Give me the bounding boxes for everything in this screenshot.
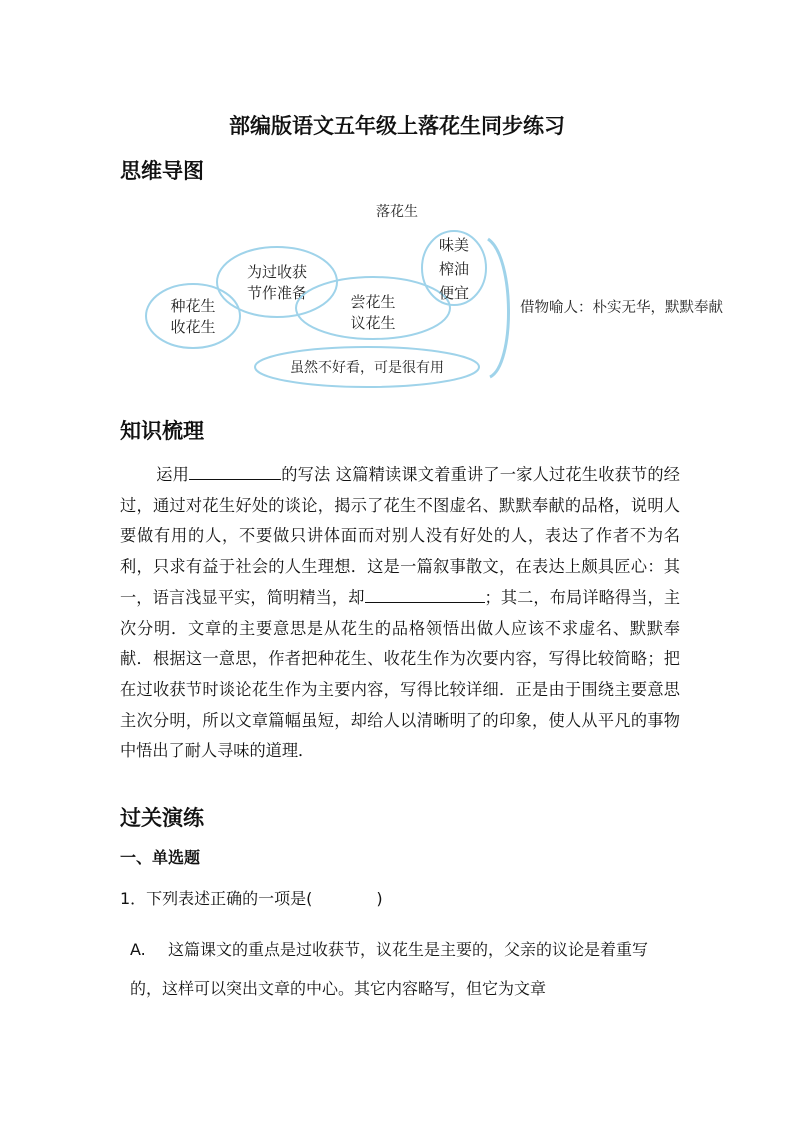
mindmap-node-label: 收花生: [170, 318, 216, 336]
mindmap-node-label: 虽然不好看，可是很有用: [290, 360, 444, 376]
option-text: 这篇课文的重点是过收获节，议花生是主要的，父亲的议论是着重写的，这样可以突出文章的中心。其它内容略写，但它为文章: [130, 940, 649, 998]
mindmap-node-label: 议花生: [350, 314, 396, 332]
mindmap-root: 落花生: [376, 204, 418, 220]
mindmap-node-label: 味美: [438, 236, 470, 254]
knowledge-paragraph: [120, 460, 680, 767]
page-title: 部编版语文五年级上落花生同步练习: [229, 114, 565, 138]
mindmap-heading: 思维导图: [120, 159, 204, 183]
mindmap-node-prepare-festival: [217, 247, 337, 317]
mindmap-node-benefits: [422, 231, 486, 305]
knowledge-heading: 知识梳理: [120, 419, 204, 443]
mindmap-node-label: 为过收获: [246, 263, 308, 281]
mindmap-node-label: 节作准备: [246, 284, 308, 302]
fill-blank-1[interactable]: [189, 461, 281, 480]
mindmap-node-label: 榨油: [438, 260, 470, 278]
fill-blank-2[interactable]: [365, 584, 485, 603]
paragraph-text: 运用: [156, 465, 190, 484]
mindmap-bracket: [488, 239, 509, 377]
option-a[interactable]: [130, 930, 675, 1008]
option-letter: A.: [130, 940, 146, 959]
mindmap-node-plant-harvest: [146, 284, 240, 348]
mindmap-node-label: 便宜: [438, 284, 470, 302]
mindmap-node-label: 种花生: [170, 297, 216, 315]
mindmap-conclusion: 借物喻人：朴实无华，默默奉献: [520, 300, 723, 316]
paragraph-text: ；其二，布局详略得当，主次分明．文章的主要意思是从花生的品格领悟出做人应该不求虚名、默默奉献．根据这一意思，作者把种花生、收花生作为次要内容，写得比较简略；把在过收获节时谈论花生作为主要内容，写得比较详细．正是由于围绕主要意思主次分明，所以文章篇幅虽短，却给人以清晰明了的印象，使人从平凡的事物中悟出了耐人寻味的道理．: [120, 587, 681, 761]
paragraph-text: 的写法 这篇精读课文着重讲了一家人过花生收获节的经过，通过对花生好处的谈论，揭示了花生不图虚名、默默奉献的品格，说明人要做有用的人，不要做只讲体面而对别人没有好处的人，表达了作者不为名利，只求有益于社会的人生理想．这是一篇叙事散文，在表达上颇具匠心：其一，语言浅显平实，简明精当，却: [120, 465, 680, 607]
question-1: 1．下列表述正确的一项是( ): [120, 889, 383, 908]
mindmap-node-label: 尝花生: [350, 293, 396, 311]
practice-heading: 过关演练: [120, 806, 204, 830]
mindmap: [0, 195, 794, 390]
mindmap-node-useful: [255, 347, 479, 387]
single-choice-subheading: 一、单选题: [120, 848, 201, 867]
